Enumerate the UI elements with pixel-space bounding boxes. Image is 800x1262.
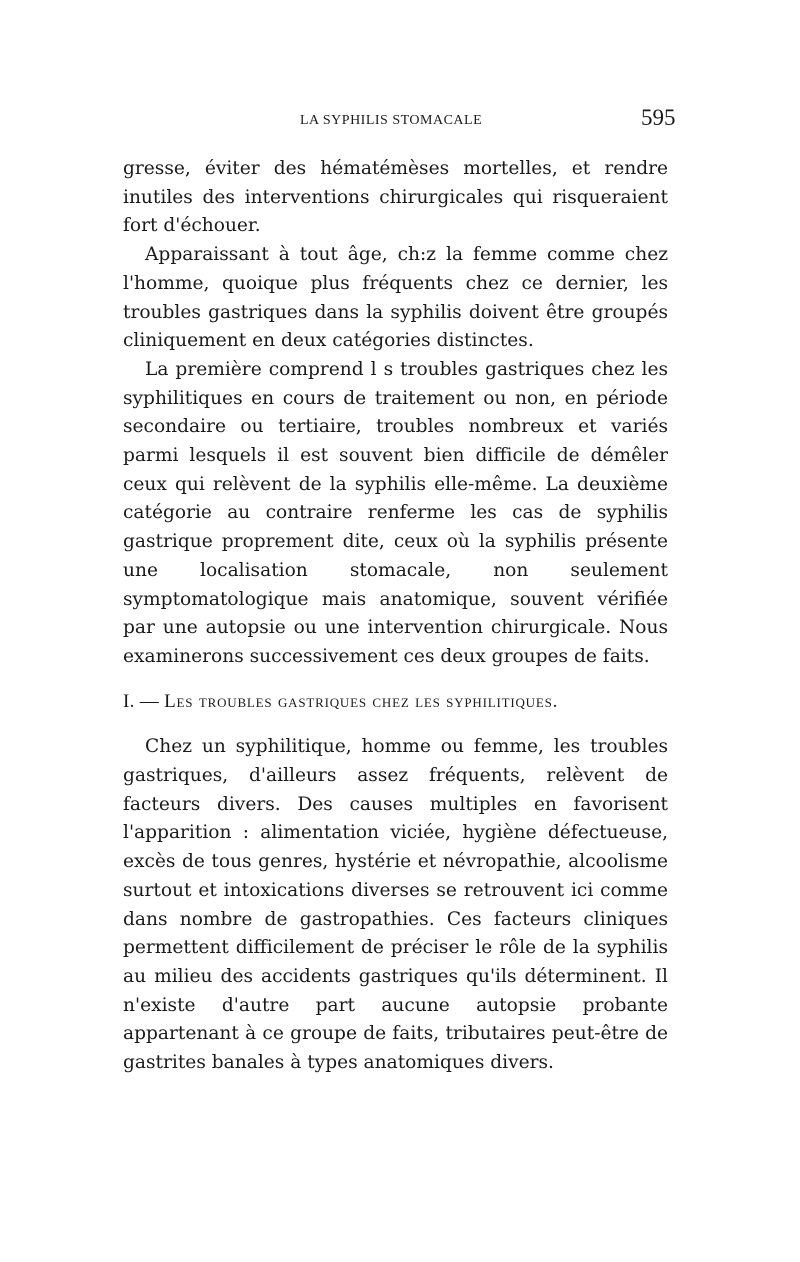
paragraph-section-one: Chez un syphilitique, homme ou femme, les troubles gastriques, d'ailleurs assez fréquents, relèvent de facteurs divers. Des causes multiples en favorisent l'apparition : alimentation viciée, hygiène défectueuse, excès de tous genres, hystérie et névropathie, alcoolisme surtout et intoxications diverses se retrouvent ici comme dans nombre de gastropathies. Ces facteurs cliniques permettent difficilement de préciser le rôle de la syphilis au milieu des accidents gastriques qu'ils déterminent. Il n'existe d'autre part aucune autopsie probante appartenant à ce groupe de faits, tributaires peut-être de gastrites banales à types anatomiques divers.	[123, 736, 668, 1074]
paragraph-age: Apparaissant à tout âge, ch:z la femme comme chez l'homme, quoique plus fréquents chez ce dernier, les troubles gastriques dans la syphilis doivent être groupés cliniquement en deux catégories distinctes.	[123, 244, 668, 352]
section-heading	[123, 688, 668, 717]
paragraph-categories: La première comprend l s troubles gastriques chez les syphilitiques en cours de traitement ou non, en période secondaire ou tertiaire, troubles nombreux et variés parmi lesquels il est souvent bien difficile de démêler ceux qui relèvent de la syphilis elle-même. La deuxième catégorie au contraire renferme les cas de syphilis gastrique proprement dite, ceux où la syphilis présente une localisation stomacale, non seulement symptomatologique mais anatomique, souvent vérifiée par une autopsie ou une intervention chirurgicale. Nous examinerons successivement ces deux groupes de faits.	[123, 358, 668, 667]
page-number: 595	[641, 105, 676, 130]
paragraph-continuation: gresse, éviter des hématémèses mortelles, et rendre inutiles des interventions chirurgicales qui risqueraient fort d'échouer.	[123, 158, 668, 237]
section-number: I.	[123, 690, 135, 712]
section-title: Les troubles gastriques chez les syphilitiques.	[164, 690, 559, 712]
running-title: LA SYPHILIS STOMACALE	[300, 113, 483, 128]
body-text	[123, 155, 668, 1078]
section-dash: —	[139, 690, 160, 712]
